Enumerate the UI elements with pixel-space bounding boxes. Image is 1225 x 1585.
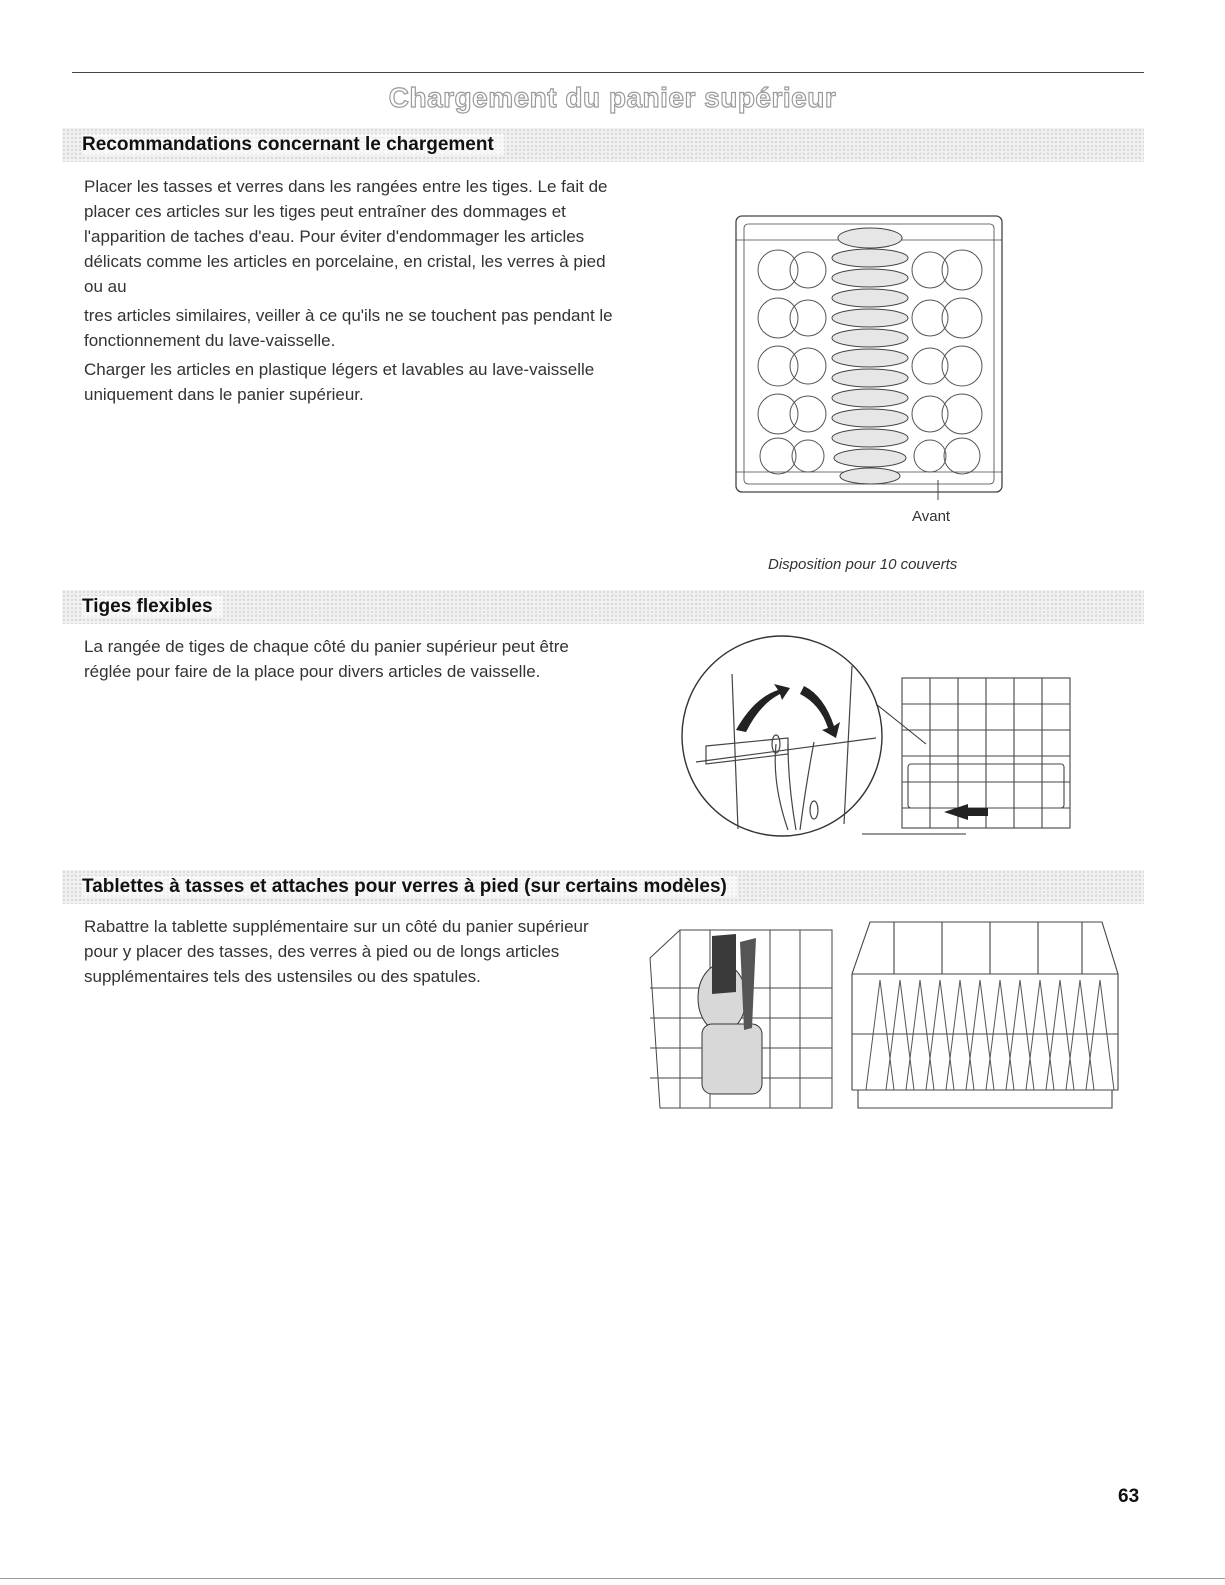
flexible-tines-illustration [676, 634, 1096, 849]
rack-loading-illustration [730, 210, 1010, 500]
paragraph: tres articles similaires, veiller à ce qu'ils ne se touchent pas pendant le fonctionnement du lave-vaisselle. [84, 306, 613, 350]
paragraph: Rabattre la tablette supplémentaire sur un côté du panier supérieur pour y placer des tasses, des verres à pied ou de longs articles supplémentaires tels des ustensiles ou des spatules. [84, 917, 589, 986]
section-heading: Tiges flexibles [62, 590, 1144, 624]
section-heading: Tablettes à tasses et attaches pour verres à pied (sur certains modèles) [62, 870, 1144, 904]
section-body [84, 914, 614, 993]
page-title: Chargement du panier supérieur [388, 82, 837, 113]
top-rule [72, 72, 1144, 73]
figure-caption: Disposition pour 10 couverts [768, 556, 958, 573]
paragraph: Charger les articles en plastique légers et lavables au lave-vaisselle uniquement dans le panier supérieur. [84, 360, 595, 404]
section-body [84, 634, 614, 688]
stemware-holder-illustration [842, 914, 1126, 1114]
section-body [84, 174, 614, 411]
paragraph: Placer les tasses et verres dans les rangées entre les tiges. Le fait de placer ces articles sur les tiges peut entraîner des dommages et l'apparition de taches d'eau. Pour éviter d'endommager les articles délicats comme les articles en porcelaine, en cristal, les verres à pied ou au [84, 177, 608, 296]
figure-label: Avant [912, 508, 951, 525]
cup-shelf-illustration [640, 918, 840, 1116]
paragraph: La rangée de tiges de chaque côté du panier supérieur peut être réglée pour faire de la place pour divers articles de vaisselle. [84, 637, 569, 681]
page-number: 63 [1118, 1486, 1140, 1507]
section-heading-band [62, 590, 1144, 624]
section-heading: Recommandations concernant le chargement [62, 128, 1144, 162]
bottom-rule [0, 1578, 1225, 1579]
section-heading-band [62, 870, 1144, 904]
section-heading-band [62, 128, 1144, 162]
